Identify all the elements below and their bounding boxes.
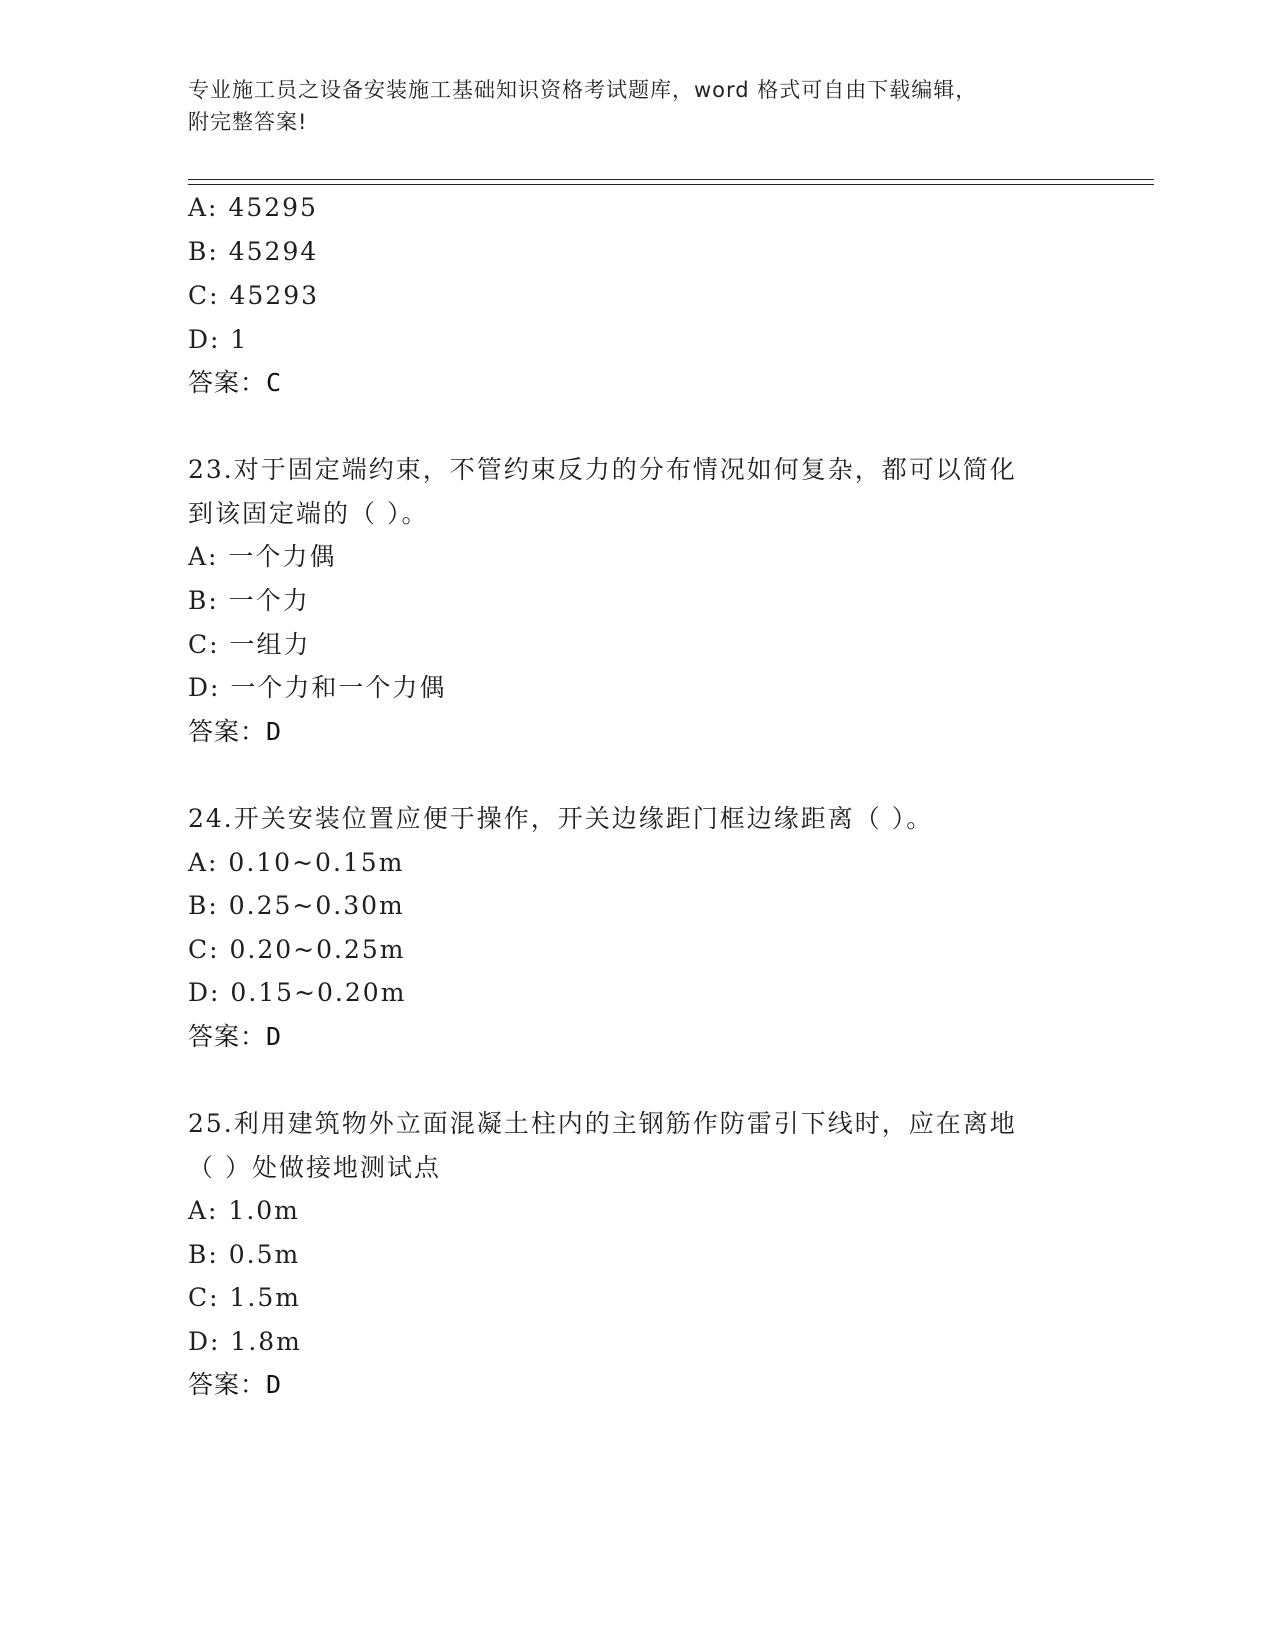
q22-answer	[188, 367, 282, 399]
q22-option-d: D: 1	[188, 325, 249, 354]
answer-value: C	[266, 368, 283, 397]
q22-option-b: B: 45294	[188, 237, 319, 266]
q23-stem-line-1: 23.对于固定端约束，不管约束反力的分布情况如何复杂，都可以简化	[188, 455, 1017, 484]
answer-label: 答案：	[188, 1370, 267, 1399]
q23-option-b: B: 一个力	[188, 586, 310, 615]
q22-option-c: C: 45293	[188, 281, 320, 310]
answer-value: D	[266, 1370, 283, 1399]
q23-stem-line-2: 到该固定端的（ ）。	[188, 499, 429, 528]
q24-option-c: C: 0.20~0.25m	[188, 935, 406, 964]
q25-answer	[188, 1369, 282, 1401]
q24-answer	[188, 1021, 282, 1053]
answer-label: 答案：	[188, 1022, 267, 1051]
header-line-1: 专业施工员之设备安装施工基础知识资格考试题库，word 格式可自由下载编辑，	[188, 78, 978, 102]
q24-stem-line-1: 24.开关安装位置应便于操作，开关边缘距门框边缘距离（ ）。	[188, 804, 934, 833]
q25-stem-line-2: （ ）处做接地测试点	[188, 1153, 441, 1182]
q23-option-a: A: 一个力偶	[188, 542, 337, 571]
answer-value: D	[266, 717, 283, 746]
answer-value: D	[266, 1022, 283, 1051]
q25-option-c: C: 1.5m	[188, 1283, 301, 1312]
header-divider-bottom	[188, 184, 1154, 185]
q24-option-a: A: 0.10~0.15m	[188, 848, 405, 877]
q24-option-b: B: 0.25~0.30m	[188, 891, 405, 920]
q25-stem-line-1: 25.利用建筑物外立面混凝土柱内的主钢筋作防雷引下线时，应在离地	[188, 1109, 1017, 1138]
header-divider-top	[188, 179, 1154, 180]
header-line-2: 附完整答案!	[188, 110, 308, 134]
q25-option-a: A: 1.0m	[188, 1196, 300, 1225]
document-header	[188, 74, 1088, 138]
answer-label: 答案：	[188, 717, 267, 746]
q23-option-d: D: 一个力和一个力偶	[188, 673, 447, 702]
q22-option-a: A: 45295	[188, 193, 318, 222]
q23-answer	[188, 716, 282, 748]
q25-option-b: B: 0.5m	[188, 1240, 301, 1269]
q25-option-d: D: 1.8m	[188, 1327, 302, 1356]
q23-option-c: C: 一组力	[188, 630, 311, 659]
answer-label: 答案：	[188, 368, 267, 397]
q24-option-d: D: 0.15~0.20m	[188, 978, 407, 1007]
